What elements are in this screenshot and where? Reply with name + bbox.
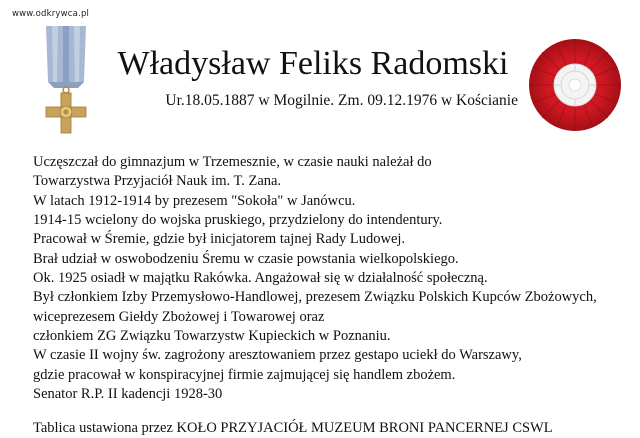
bio-line: Brał udział w oswobodzeniu Śremu w czasie powstania wielkopolskiego. <box>33 250 459 267</box>
bio-line: Ok. 1925 osiadł w majątku Rakówka. Angażował się w działalność społeczną. <box>33 270 488 287</box>
bio-line: W latach 1912-1914 by prezesem "Sokoła" w Janówcu. <box>33 192 356 209</box>
bio-line: Uczęszczał do gimnazjum w Trzemesznie, w czasie nauki należał do <box>33 154 432 170</box>
bio-line: Senator R.P. II kadencji 1928-30 <box>33 386 223 403</box>
bio-line: członkiem ZG Związku Towarzystw Kupieckich w Poznaniu. <box>33 328 391 345</box>
bio-line: Towarzystwa Przyjaciół Nauk im. T. Zana. <box>33 173 282 190</box>
medal-cross-icon <box>38 24 94 136</box>
red-white-cockade-icon <box>527 37 623 133</box>
bio-line: W czasie II wojny św. zagrożony aresztowaniem przez gestapo uciekł do Warszawy, <box>33 347 522 364</box>
bio-line: 1914-15 wcielony do wojska pruskiego, przydzielony do intendentury. <box>33 212 443 229</box>
person-name-heading: Władysław Feliks Radomski <box>117 45 509 82</box>
life-dates: Ur.18.05.1887 w Mogilnie. Zm. 09.12.1976 w Kościanie <box>165 92 518 109</box>
biography-text <box>33 153 633 404</box>
bio-line: Pracował w Śremie, gdzie był inicjatorem tajnej Rady Ludowej. <box>33 231 406 248</box>
bio-line: Był członkiem Izby Przemysłowo-Handlowej, prezesem Związku Polskich Kupców Zbożowych, <box>33 289 597 306</box>
watermark-text: www.odkrywca.pl <box>12 9 90 19</box>
bio-line: wiceprezesem Giełdy Zbożowej i Towarowej oraz <box>33 308 325 325</box>
plaque-footer: Tablica ustawiona przez KOŁO PRZYJACIÓŁ MUZEUM BRONI PANCERNEJ CSWL <box>33 420 553 436</box>
bio-line: gdzie pracował w konspiracyjnej firmie zajmującej się handlem zbożem. <box>33 366 456 383</box>
